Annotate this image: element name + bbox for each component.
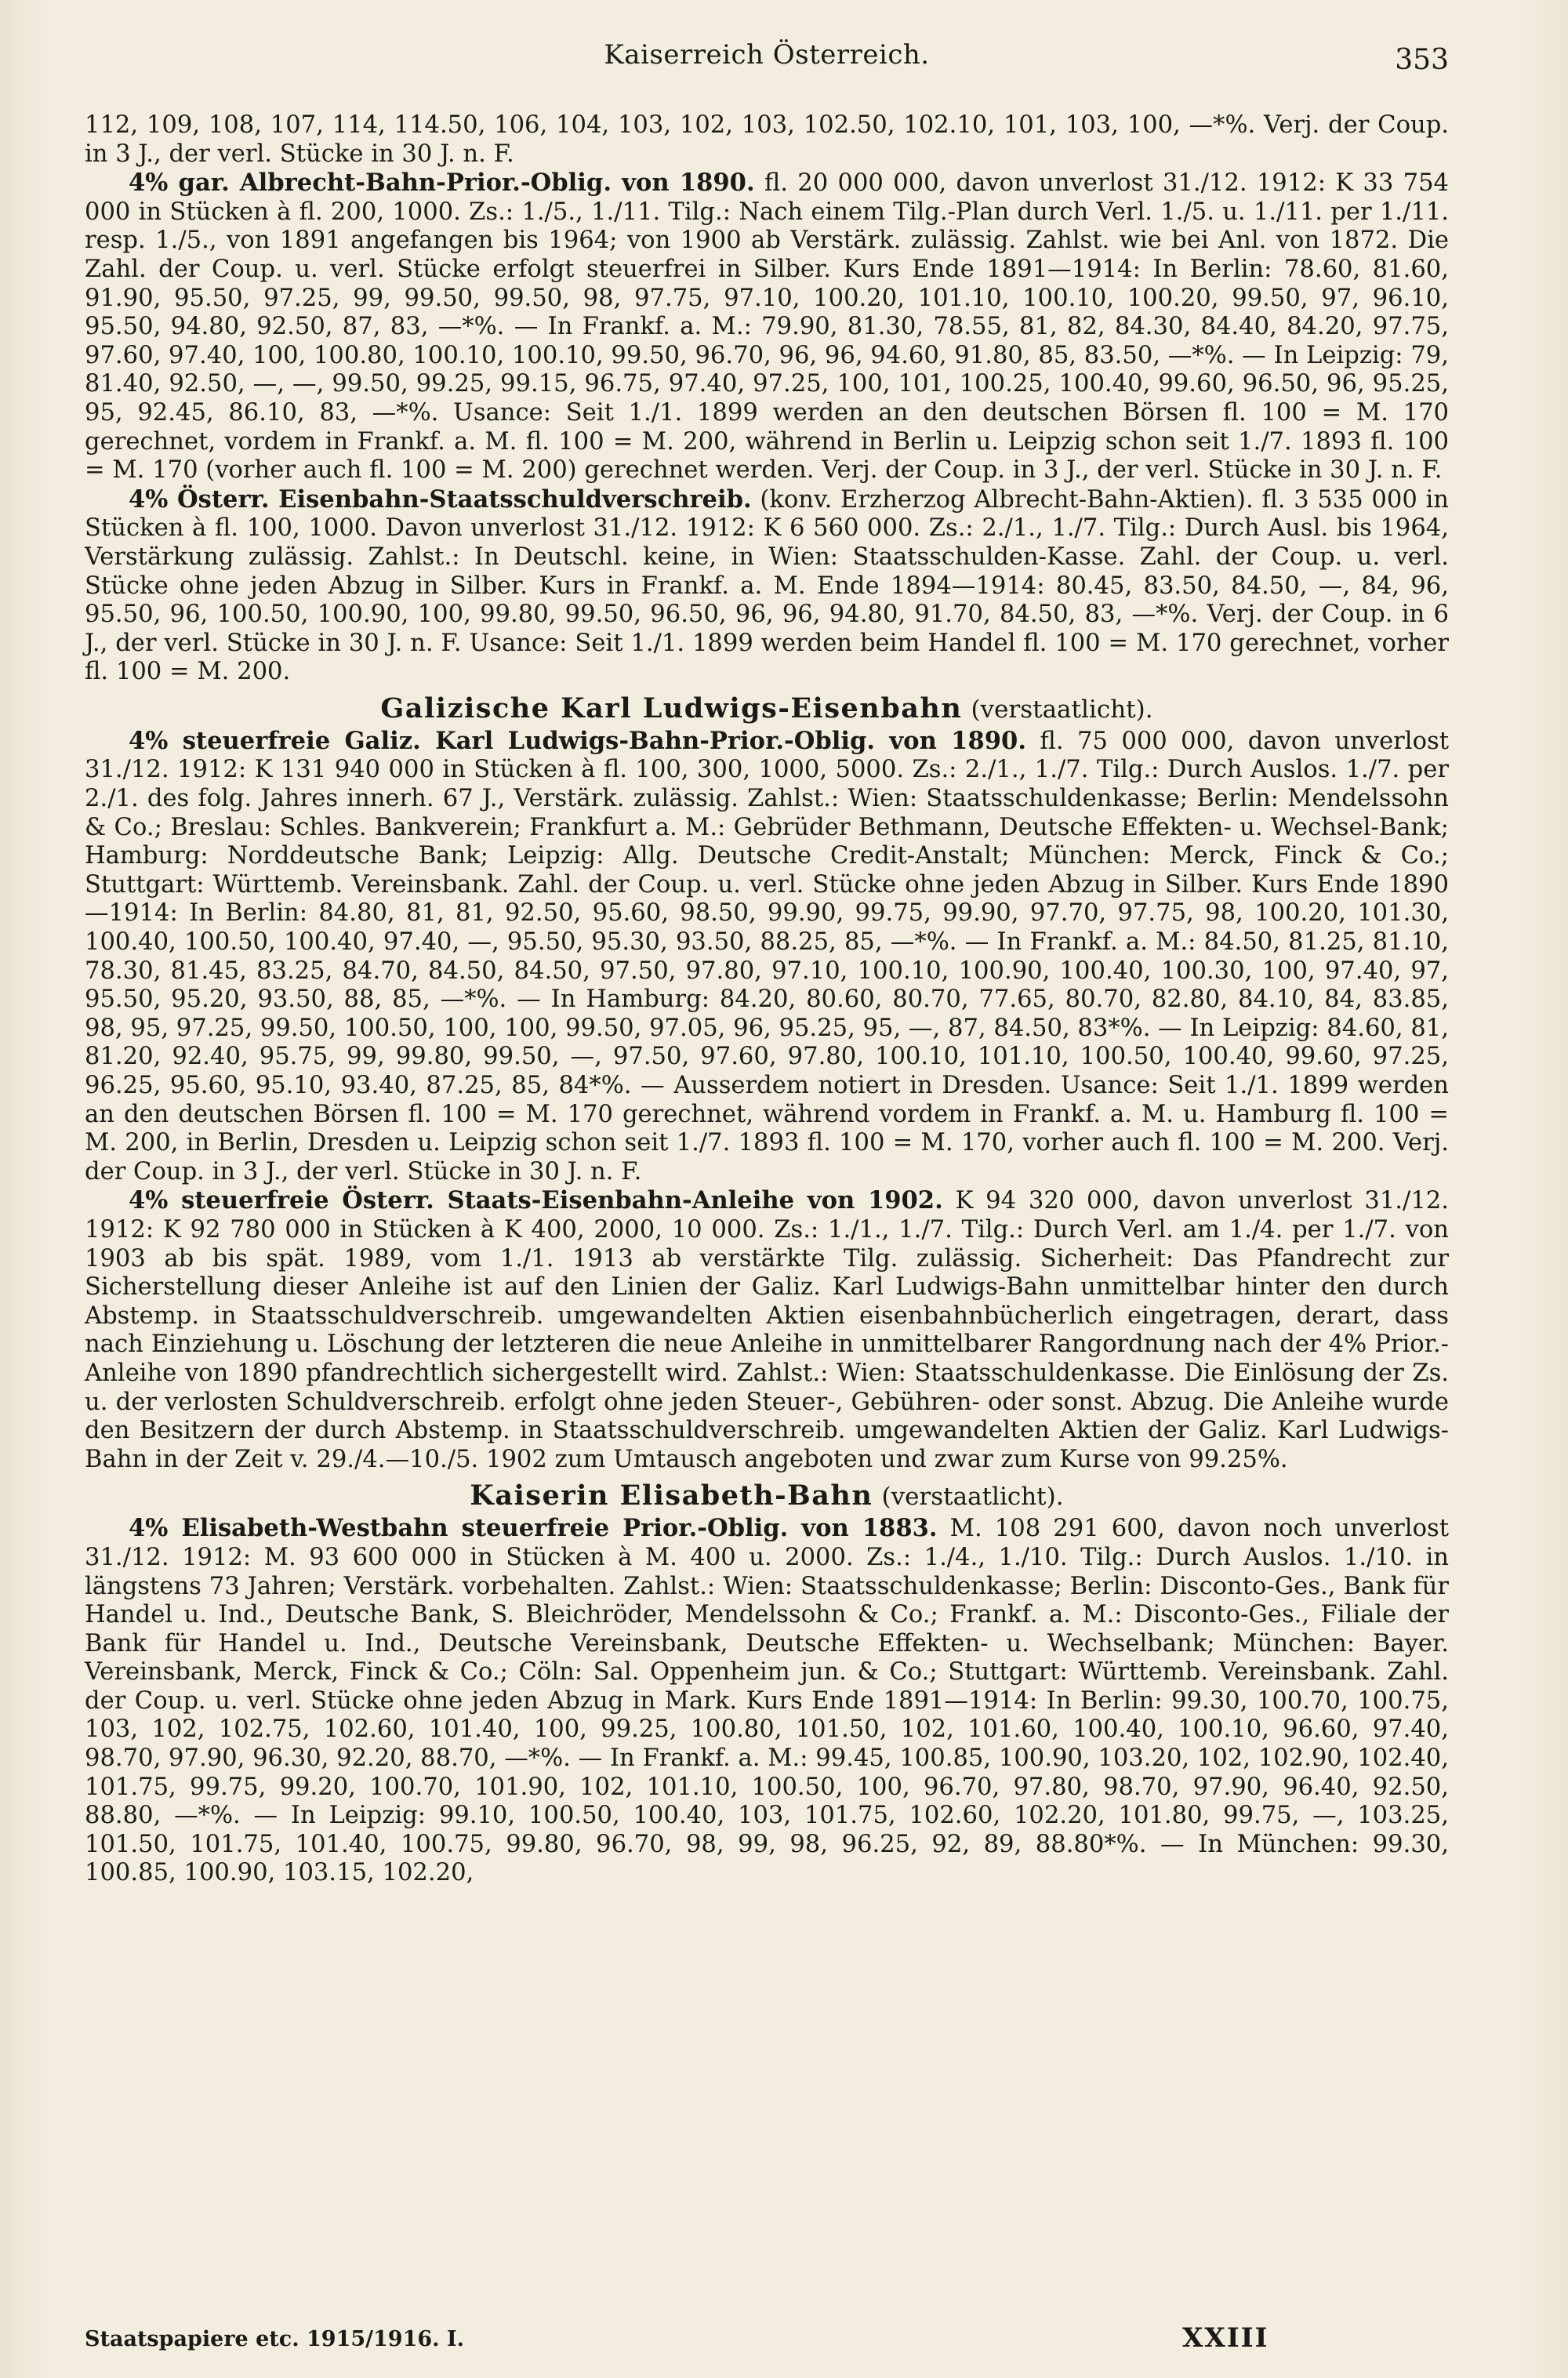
entry-text: fl. 20 000 000, davon unverlost 31./12. 1912: K 33 754 000 in Stücken à fl. 200, 1000. Zs.: 1./5., 1./11. Tilg.: Nach einem Tilg.-Plan durch Verl. 1./5. u. 1./11. per 1./11. resp. 1./5., von 1891 angefangen bis 1964; von 1900 ab Verstärk. zulässig. Zahlst. wie bei Anl. von 1872. Die Zahl. der Coup. u. verl. Stücke erfolgt steuerfrei in Silber. Kurs Ende 1891—1914: In Berlin: 78.60, 81.60, 91.90, 95.50, 97.25, 99, 99.50, 99.50, 98, 97.75, 97.10, 100.20, 101.10, 100.10, 100.20, 99.50, 97, 96.10, 95.50, 94.80, 92.50, 87, 83, —*%. — In Frankf. a. M.: 79.90, 81.30, 78.55, 81, 82, 84.30, 84.40, 84.20, 97.75, 97.60, 97.40, 100, 100.80, 100.10, 100.10, 99.50, 96.70, 96, 96, 94.60, 91.80, 85, 83.50, —*%. — In Leipzig: 79, 81.40, 92.50, —, —, 99.50, 99.25, 99.15, 96.75, 97.40, 97.25, 100, 101, 100.25, 100.40, 99.60, 96.50, 96, 95.25, 95, 92.45, 86.10, 83, —*%. Usance: Seit 1./1. 1899 werden an den deutschen Börsen fl. 100 = M. 170 gerechnet, vordem in Frankf. a. M. fl. 100 = M. 200, während in Berlin u. Leipzig schon seit 1./7. 1893 fl. 100 = M. 170 (vorher auch fl. 100 = M. 200) gerechnet werden. Verj. der Coup. in 3 J., der verl. Stücke in 30 J. n. F. bbox=[85, 169, 1450, 485]
page-header bbox=[85, 34, 1449, 82]
footer-sheet-number: XXIII bbox=[1182, 2322, 1269, 2354]
page-footer bbox=[85, 2321, 1449, 2355]
paragraph-text: 112, 109, 108, 107, 114, 114.50, 106, 104, 103, 102, 103, 102.50, 102.10, 101, 103, 100, —*%. Verj. der Coup. in 3 J., der verl. Stücke in 30 J. n. F. bbox=[85, 111, 1449, 168]
entry-text: M. 108 291 600, davon noch unverlost 31./12. 1912: M. 93 600 000 in Stücken à M. 400 u. 2000. Zs.: 1./4., 1./10. Tilg.: Durch Auslos. 1./10. in längstens 73 Jahren; Verstärk. vorbehalten. Zahlst.: Wien: Staatsschuldenkasse; Berlin: Disconto-Ges., Bank für Handel u. Ind., Deutsche Bank, S. Bleichröder, Mendelssohn & Co.; Frankf. a. M.: Disconto-Ges., Filiale der Bank für Handel u. Ind., Deutsche Vereinsbank, Deutsche Effekten- u. Wechselbank; München: Bayer. Vereinsbank, Merck, Finck & Co.; Cöln: Sal. Oppenheim jun. & Co.; Stuttgart: Württemb. Vereinsbank. Zahl. der Coup. u. verl. Stücke ohne jeden Abzug in Mark. Kurs Ende 1891—1914: In Berlin: 99.30, 100.70, 100.75, 103, 102, 102.75, 102.60, 101.40, 100, 99.25, 100.80, 101.50, 102, 101.60, 100.40, 100.10, 96.60, 97.40, 98.70, 97.90, 96.30, 92.20, 88.70, —*%. — In Frankf. a. M.: 99.45, 100.85, 100.90, 103.20, 102, 102.90, 102.40, 101.75, 99.75, 99.20, 100.70, 101.90, 102, 101.10, 100.50, 100, 96.70, 97.80, 98.70, 97.90, 96.40, 92.50, 88.80, —*%. — In Leipzig: 99.10, 100.50, 100.40, 103, 101.75, 102.60, 102.20, 101.80, 99.75, —, 103.25, 101.50, 101.75, 101.40, 100.75, 99.80, 96.70, 98, 99, 98, 96.25, 92, 89, 88.80*%. — In München: 99.30, 100.85, 100.90, 103.15, 102.20, bbox=[85, 1515, 1450, 1887]
entry-title: 4% Österr. Eisenbahn-Staatsschuldverschreib. bbox=[129, 485, 752, 514]
section-note: (verstaatlicht). bbox=[881, 1483, 1064, 1512]
entry-albrecht-bahn bbox=[85, 169, 1449, 485]
entry-text: K 94 320 000, davon unverlost 31./12. 1912: K 92 780 000 in Stücken à K 400, 2000, 10 000. Zs.: 1./1., 1./7. Tilg.: Durch Verl. am 1./4. per 1./7. von 1903 ab bis spät. 1989, vom 1./1. 1913 ab verstärkte Tilg. zulässig. Sicherheit: Das Pfandrecht zur Sicherstellung dieser Anleihe ist auf den Linien der Galiz. Karl Ludwigs-Bahn unmittelbar hinter den durch Abstemp. in Staatsschuldverschreib. umgewandelten Aktien eisenbahnbücherlich eingetragen, derart, dass nach Einziehung u. Löschung der letzteren die neue Anleihe in unmittelbarer Rangordnung nach der 4% Prior.-Anleihe von 1890 pfandrechtlich sichergestellt wird. Zahlst.: Wien: Staatsschuldenkasse. Die Einlösung der Zs. u. der verlosten Schuldverschreib. erfolgt ohne jeden Steuer-, Gebühren- oder sonst. Abzug. Die Anleihe wurde den Besitzern der durch Abstemp. in Staatsschuldverschreib. umgewandelten Aktien der Galiz. Karl Ludwigs-Bahn in der Zeit v. 29./4.—10./5. 1902 zum Umtausch angeboten und zwar zum Kurse von 99.25%. bbox=[85, 1187, 1449, 1473]
footer-signature: Staatspapiere etc. 1915/1916. I. bbox=[85, 2327, 464, 2351]
entry-title: 4% steuerfreie Galiz. Karl Ludwigs-Bahn-Prior.-Oblig. von 1890. bbox=[129, 726, 1026, 755]
running-title: Kaiserreich Österreich. bbox=[604, 39, 930, 71]
page-body bbox=[85, 111, 1449, 1888]
section-heading-galizische bbox=[85, 693, 1449, 725]
section-heading-elisabeth bbox=[85, 1480, 1449, 1512]
entry-text: (konv. Erzherzog Albrecht-Bahn-Aktien). fl. 3 535 000 in Stücken à fl. 100, 1000. Davon unverlost 31./12. 1912: K 6 560 000. Zs.: 2./1., 1./7. Tilg.: Durch Ausl. bis 1964, Verstärkung zulässig. Zahlst.: In Deutschl. keine, in Wien: Staatsschulden-Kasse. Zahl. der Coup. u. verl. Stücke ohne jeden Abzug in Silber. Kurs in Frankf. a. M. Ende 1894—1914: 80.45, 83.50, 84.50, —, 84, 96, 95.50, 96, 100.50, 100.90, 100, 99.80, 99.50, 96.50, 96, 96, 94.80, 91.70, 84.50, 83, —*%. Verj. der Coup. in 6 J., der verl. Stücke in 30 J. n. F. Usance: Seit 1./1. 1899 werden beim Handel fl. 100 = M. 170 gerechnet, vorher fl. 100 = M. 200. bbox=[85, 485, 1450, 686]
section-note: (verstaatlicht). bbox=[971, 695, 1153, 724]
continued-paragraph bbox=[85, 111, 1449, 169]
entry-title: 4% steuerfreie Österr. Staats-Eisenbahn-Anleihe von 1902. bbox=[129, 1186, 943, 1215]
entry-eisenbahn-staatsschuldverschreib bbox=[85, 485, 1449, 687]
page-number: 353 bbox=[1395, 44, 1449, 76]
entry-staats-eisenbahn-anleihe bbox=[85, 1186, 1449, 1474]
entry-text: fl. 75 000 000, davon unverlost 31./12. 1912: K 131 940 000 in Stücken à fl. 100, 300, 1000, 5000. Zs.: 2./1., 1./7. Tilg.: Durch Auslos. 1./7. per 2./1. des folg. Jahres innerh. 67 J., Verstärk. zulässig. Zahlst.: Wien: Staatsschuldenkasse; Berlin: Mendelssohn & Co.; Breslau: Schles. Bankverein; Frankfurt a. M.: Gebrüder Bethmann, Deutsche Effekten- u. Wechsel-Bank; Hamburg: Norddeutsche Bank; Leipzig: Allg. Deutsche Credit-Anstalt; München: Merck, Finck & Co.; Stuttgart: Württemb. Vereinsbank. Zahl. der Coup. u. verl. Stücke ohne jeden Abzug in Silber. Kurs Ende 1890—1914: In Berlin: 84.80, 81, 81, 92.50, 95.60, 98.50, 99.90, 99.75, 99.90, 97.70, 97.75, 98, 100.20, 101.30, 100.40, 100.50, 100.40, 97.40, —, 95.50, 95.30, 93.50, 88.25, 85, —*%. — In Frankf. a. M.: 84.50, 81.25, 81.10, 78.30, 81.45, 83.25, 84.70, 84.50, 84.50, 97.50, 97.80, 97.10, 100.10, 100.90, 100.40, 100.30, 100, 97.40, 97, 95.50, 95.20, 93.50, 88, 85, —*%. — In Hamburg: 84.20, 80.60, 80.70, 77.65, 80.70, 82.80, 84.10, 84, 83.85, 98, 95, 97.25, 99.50, 100.50, 100, 100, 99.50, 97.05, 96, 95.25, 95, —, 87, 84.50, 83*%. — In Leipzig: 84.60, 81, 81.20, 92.40, 95.75, 99, 99.80, 99.50, —, 97.50, 97.60, 97.80, 100.10, 101.10, 100.50, 100.40, 99.60, 97.25, 96.25, 95.60, 95.10, 93.40, 87.25, 85, 84*%. — Ausserdem notiert in Dresden. Usance: Seit 1./1. 1899 werden an den deutschen Börsen fl. 100 = M. 170 gerechnet, während vordem in Frankf. a. M. u. Hamburg fl. 100 = M. 200, in Berlin, Dresden u. Leipzig schon seit 1./7. 1893 fl. 100 = M. 170, vorher auch fl. 100 = M. 200. Verj. der Coup. in 3 J., der verl. Stücke in 30 J. n. F. bbox=[85, 727, 1449, 1185]
entry-title: 4% Elisabeth-Westbahn steuerfreie Prior.-Oblig. von 1883. bbox=[129, 1514, 938, 1543]
entry-title: 4% gar. Albrecht-Bahn-Prior.-Oblig. von 1890. bbox=[129, 169, 755, 198]
entry-elisabeth-westbahn bbox=[85, 1514, 1449, 1888]
section-title: Galizische Karl Ludwigs-Eisenbahn bbox=[380, 692, 963, 724]
section-title: Kaiserin Elisabeth-Bahn bbox=[470, 1479, 873, 1512]
entry-galiz-karl-ludwigs-bahn bbox=[85, 727, 1449, 1187]
